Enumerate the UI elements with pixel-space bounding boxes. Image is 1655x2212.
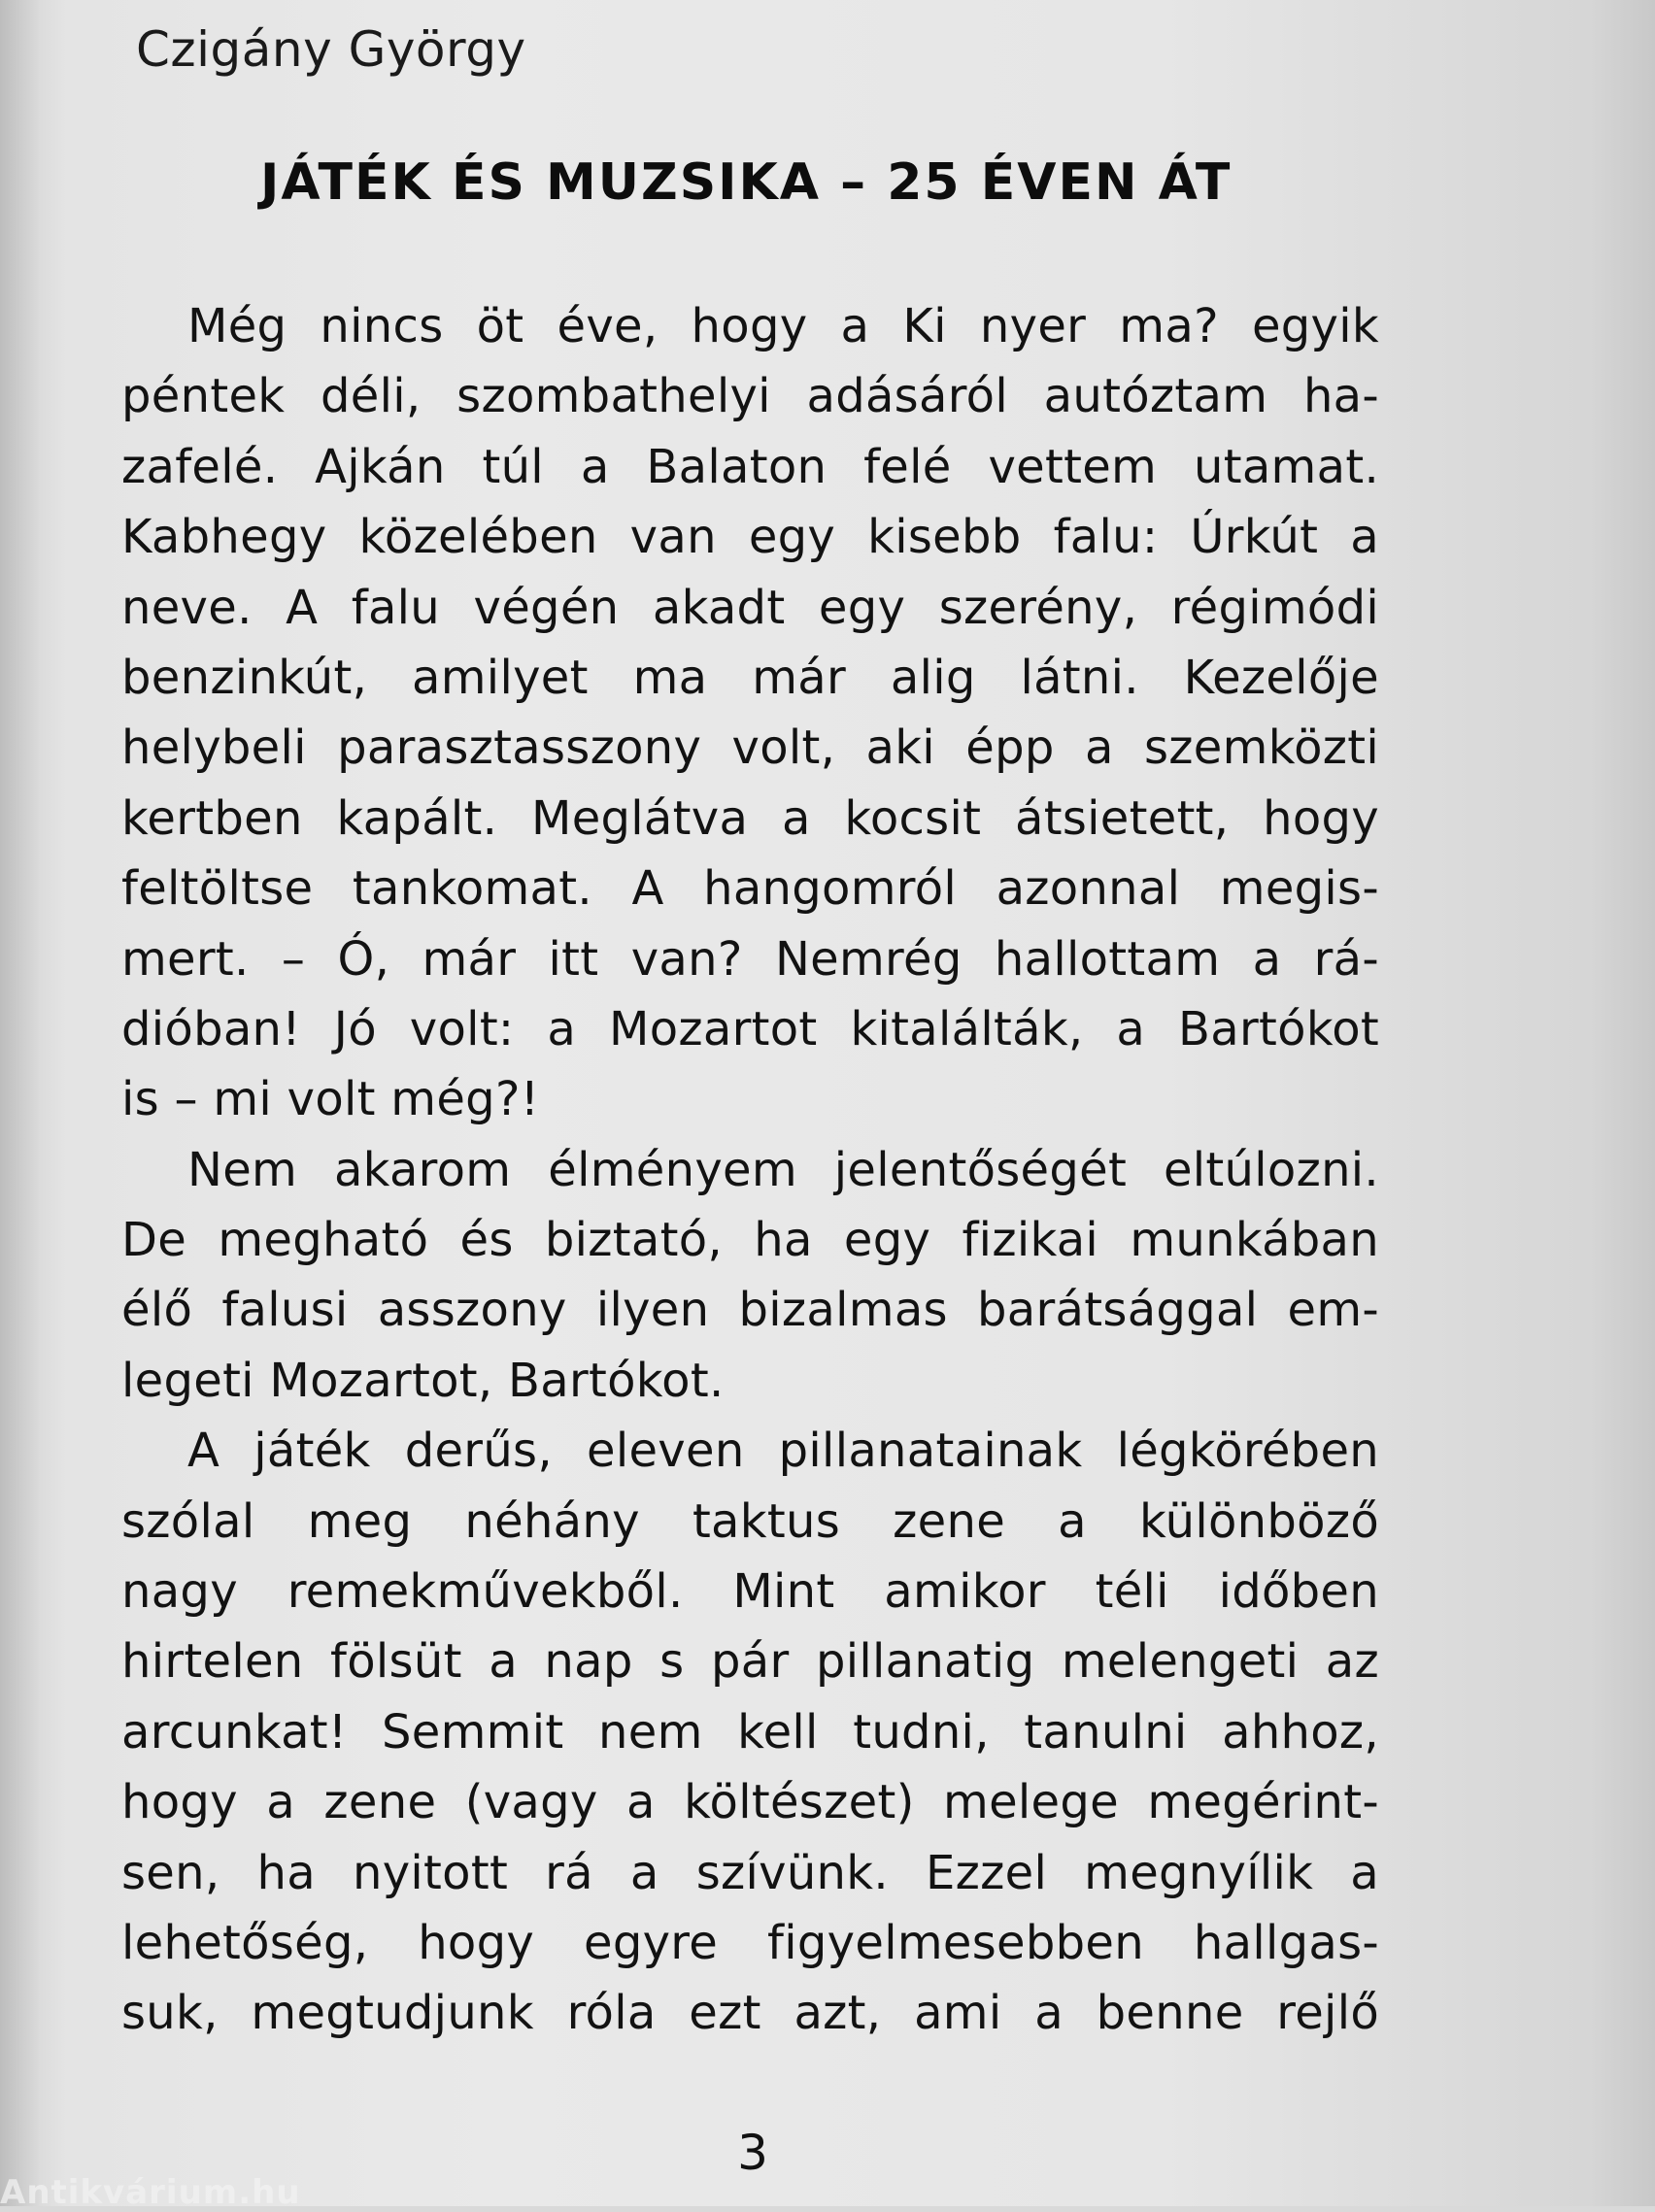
text-line: suk, megtudjunk róla ezt azt, ami a benne rejlő (121, 1986, 1379, 2041)
text-line: kertben kapált. Meglátva a kocsit átsietett, hogy (121, 790, 1379, 846)
text-line: nagy remekművekből. Mint amikor téli időben (121, 1564, 1379, 1620)
text-line: dióban! Jó volt: a Mozartot kitalálták, a Bartókot (121, 1001, 1379, 1056)
text-line: legeti Mozartot, Bartókot. (121, 1353, 725, 1408)
text-line: élő falusi asszony ilyen bizalmas barátsággal em- (121, 1283, 1379, 1338)
text-line: Még nincs öt éve, hogy a Ki nyer ma? egyik (187, 299, 1379, 353)
text-line: lehetőség, hogy egyre figyelmesebben hallgas- (121, 1915, 1379, 1970)
text-line: neve. A falu végén akadt egy szerény, régimódi (121, 580, 1379, 635)
text-line: helybeli parasztasszony volt, aki épp a szemközti (121, 721, 1379, 776)
text-line: zafelé. Ajkán túl a Balaton felé vettem utamat. (121, 439, 1379, 494)
text-line: A játék derűs, eleven pillanatainak légkörében (187, 1424, 1379, 1479)
text-line: Kabhegy közelében van egy kisebb falu: Úrkút a (121, 510, 1379, 565)
running-header-author: Czigány György (136, 21, 526, 78)
text-line: péntek déli, szombathelyi adásáról autóztam ha- (121, 369, 1379, 424)
text-line: szólal meg néhány taktus zene a különböző (121, 1493, 1379, 1549)
text-line: mert. – Ó, már itt van? Nemrég hallottam a rá- (121, 931, 1379, 987)
text-line: feltöltse tankomat. A hangomról azonnal megis- (121, 861, 1379, 917)
page-gutter-shadow (0, 0, 39, 2206)
body-text (121, 291, 1379, 2049)
text-line: sen, ha nyitott rá a szívünk. Ezzel megnyílik a (121, 1845, 1379, 1900)
text-line: benzinkút, amilyet ma már alig látni. Kezelője (121, 650, 1379, 705)
text-line: is – mi volt még?! (121, 1072, 540, 1127)
text-line: arcunkat! Semmit nem kell tudni, tanulni ahhoz, (121, 1704, 1379, 1760)
chapter-title: JÁTÉK ÉS MUZSIKA – 25 ÉVEN ÁT (260, 153, 1233, 212)
text-line: Nem akarom élményem jelentőségét eltúlozni. (187, 1142, 1379, 1197)
text-line: hogy a zene (vagy a költészet) melege megérint- (121, 1775, 1379, 1830)
page-number: 3 (737, 2125, 768, 2181)
text-line: hirtelen fölsüt a nap s pár pillanatig melengeti az (121, 1634, 1379, 1690)
watermark: Antikvárium.hu (0, 2173, 301, 2212)
text-line: De megható és biztató, ha egy fizikai munkában (121, 1213, 1379, 1268)
